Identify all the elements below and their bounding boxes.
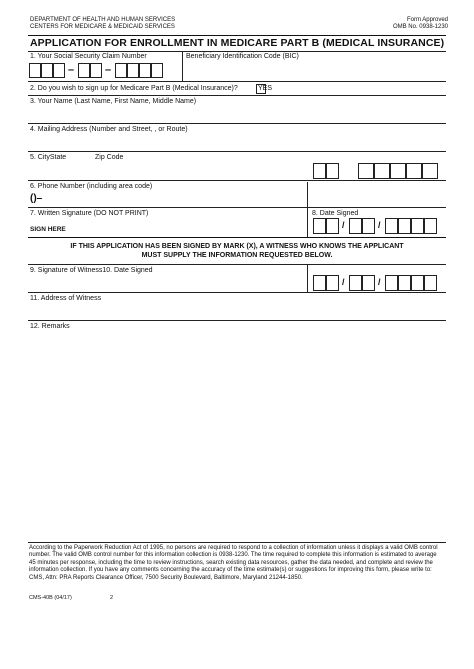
ssn-digit-box[interactable]	[90, 63, 102, 78]
phone-field[interactable]	[52, 192, 302, 205]
agency-line-2: CENTERS FOR MEDICARE & MEDICAID SERVICES	[30, 24, 175, 30]
ssn-digit-box[interactable]	[139, 63, 151, 78]
state-box[interactable]	[326, 163, 339, 179]
remarks-field[interactable]	[30, 333, 444, 538]
q4-label: 4. Mailing Address (Number and Street, , or Route)	[30, 126, 188, 133]
date-slash: /	[342, 277, 345, 287]
rule-after-q3	[28, 123, 446, 124]
ssn-digit-box[interactable]	[127, 63, 139, 78]
date-box[interactable]	[411, 218, 424, 234]
date-box[interactable]	[349, 218, 362, 234]
title-rule	[28, 51, 446, 52]
witness-address-field[interactable]	[30, 305, 444, 318]
footer-rule	[28, 542, 446, 543]
rule-after-q7	[28, 237, 446, 238]
date-box[interactable]	[424, 218, 437, 234]
witness-warning-line-1: IF THIS APPLICATION HAS BEEN SIGNED BY MARK (X), A WITNESS WHO KNOWS THE APPLICANT	[70, 243, 404, 250]
zip-box[interactable]	[406, 163, 422, 179]
zip-box[interactable]	[358, 163, 374, 179]
date-box[interactable]	[398, 218, 411, 234]
q12-label: 12. Remarks	[30, 323, 70, 330]
q6-label: 6. Phone Number (including area code)	[30, 183, 153, 190]
date-slash: /	[342, 220, 345, 230]
form-approved: Form Approved	[406, 17, 448, 23]
paperwork-notice: According to the Paperwork Reduction Act of 1995, no persons are required to respond to a collection of information unless it displays a valid OMB control number. The valid OMB control number for this information collection is 0938-1230. The time required to complete this information is estimated to average 45 minutes per response, including the time to review instructions, search existing data resources, gather the data needed, and complete and review the information collection. If you have any comments concerning the accuracy of the time estimate(s) or suggestions for improving this form, please write to: CMS, Attn: PRA Reports Clearance Officer, 7500 Security Boulevard, Baltimore, Maryland 21244-1850.	[29, 545, 438, 581]
header-rule	[28, 35, 446, 36]
phone-prefix: ()–	[30, 193, 43, 204]
q9-label: 9. Signature of Witness10. Date Signed	[30, 267, 153, 274]
ssn-dash-1: –	[68, 64, 75, 76]
ssn-digit-box[interactable]	[115, 63, 127, 78]
date-slash: /	[378, 277, 381, 287]
form-title: APPLICATION FOR ENROLLMENT IN MEDICARE PART B (MEDICAL INSURANCE)	[30, 37, 445, 49]
rule-after-q9	[28, 292, 446, 293]
date-box[interactable]	[326, 218, 339, 234]
signature-field[interactable]	[80, 218, 302, 234]
q8-label: 8. Date Signed	[312, 210, 359, 217]
witness-date-box[interactable]	[398, 275, 411, 291]
q5-zip-label: Zip Code	[95, 154, 124, 161]
agency-line-1: DEPARTMENT OF HEALTH AND HUMAN SERVICES	[30, 17, 176, 23]
ssn-digit-box[interactable]	[151, 63, 163, 78]
form-number: CMS-40B (04/17)	[29, 595, 72, 601]
row6-divider	[307, 182, 308, 237]
witness-date-box[interactable]	[411, 275, 424, 291]
omb-number: OMB No. 0938-1230	[392, 24, 448, 30]
witness-date-box[interactable]	[326, 275, 339, 291]
date-box[interactable]	[362, 218, 375, 234]
witness-date-box[interactable]	[349, 275, 362, 291]
ssn-dash-2: –	[105, 64, 112, 76]
q2-answer: YES	[258, 85, 273, 92]
q5-city-label: 5. CityState	[30, 154, 67, 161]
date-box[interactable]	[313, 218, 326, 234]
q7-label: 7. Written Signature (DO NOT PRINT)	[30, 210, 149, 217]
rule-after-q2	[28, 95, 446, 96]
zip-box[interactable]	[390, 163, 406, 179]
row9-divider	[307, 264, 308, 292]
rule-after-q11	[28, 320, 446, 321]
q3-label: 3. Your Name (Last Name, First Name, Middle Name)	[30, 98, 197, 105]
date-box[interactable]	[385, 218, 398, 234]
zip-box[interactable]	[374, 163, 390, 179]
bic-label: Beneficiary Identification Code (BIC)	[186, 53, 299, 60]
page-number: 2	[110, 595, 114, 601]
state-box[interactable]	[313, 163, 326, 179]
ssn-label: 1. Your Social Security Claim Number	[30, 53, 147, 60]
row1-divider	[182, 52, 183, 81]
zip-box[interactable]	[422, 163, 438, 179]
rule-after-q5	[28, 180, 446, 181]
ssn-digit-box[interactable]	[78, 63, 90, 78]
ssn-digit-box[interactable]	[53, 63, 65, 78]
sign-here: SIGN HERE	[30, 226, 66, 233]
witness-date-box[interactable]	[424, 275, 437, 291]
mailing-address-field[interactable]	[29, 136, 444, 150]
date-slash: /	[378, 220, 381, 230]
ssn-digit-box[interactable]	[41, 63, 53, 78]
rule-after-warning	[28, 264, 446, 265]
name-field[interactable]	[29, 108, 444, 121]
rule-after-q4	[28, 151, 446, 152]
witness-signature-field[interactable]	[30, 276, 302, 290]
ssn-digit-box[interactable]	[29, 63, 41, 78]
rule-after-q6	[28, 207, 446, 208]
witness-date-box[interactable]	[362, 275, 375, 291]
witness-warning-line-2: MUST SUPPLY THE INFORMATION REQUESTED BELOW.	[141, 252, 333, 259]
q2-label: 2. Do you wish to sign up for Medicare Part B (Medical Insurance)?	[30, 85, 238, 92]
rule-after-q1	[28, 81, 446, 82]
q11-label: 11. Address of Witness	[30, 295, 102, 302]
witness-date-box[interactable]	[385, 275, 398, 291]
witness-date-box[interactable]	[313, 275, 326, 291]
